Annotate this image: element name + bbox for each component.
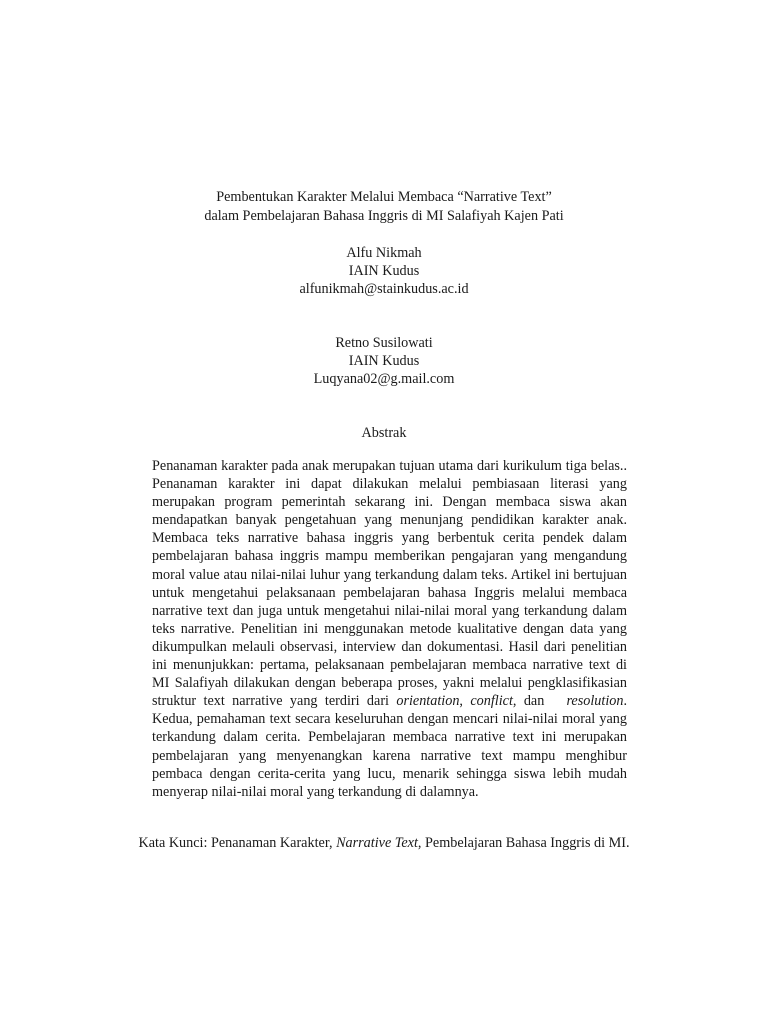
title-line-2: dalam Pembelajaran Bahasa Inggris di MI Salafiyah Kajen Pati [204, 208, 564, 224]
author-block-1 [0, 244, 768, 298]
author-email: alfunikmah@stainkudus.ac.id [299, 281, 469, 297]
abstract-heading: Abstrak [361, 425, 407, 441]
author-affiliation: IAIN Kudus [348, 353, 420, 369]
author-block-2 [0, 334, 768, 388]
author-name: Retno Susilowati [335, 335, 433, 351]
keywords-line [0, 834, 768, 852]
abstract-separator-1: , [459, 693, 471, 710]
abstract-text-part-2: . Kedua, pemahaman text secara keseluruhan dengan mencari nilai-nilai moral yang terkandung dalam cerita. Pembelajaran membaca narrative text ini merupakan pembelajaran yang menyenangkan karena narrative text mampu menghibur pembaca dengan cerita-cerita yang lucu, menarik sehingga siswa lebih mudah menyerap nilai-nilai moral yang terkandung di dalamnya. [152, 693, 627, 800]
abstract-text-part-1: Penanaman karakter pada anak merupakan tujuan utama dari kurikulum tiga belas.. Penanaman karakter ini dapat dilakukan melalui pembiasaan literasi yang merupakan program pemerintah sekarang ini. Dengan membaca siswa akan mendapatkan banyak pengetahuan yang menunjang pendidikan karakter anak. Membaca teks narrative bahasa inggris yang berbentuk cerita pendek dalam pembelajaran bahasa inggris mampu memberikan pengajaran yang mengandung moral value atau nilai-nilai luhur yang terkandung dalam teks. Artikel ini bertujuan untuk mengetahui pelaksanaan pembelajaran bahasa Inggris melalui membaca narrative text dan juga untuk mengetahui nilai-nilai moral yang terkandung dalam teks narrative. Penelitian ini menggunakan metode kualitative dengan data yang dikumpulkan melauli observasi, interview dan dokumentasi. Hasil dari penelitian ini menunjukkan: pertama, pelaksanaan pembelajaran membaca narrative text di MI Salafiyah dilakukan dengan beberapa proses, yakni melalui pengklasifikasian struktur text narrative yang terdiri dari [152, 458, 627, 710]
keyword-narrative-text: Narrative Text [336, 835, 418, 851]
term-orientation: orientation [396, 693, 460, 710]
keywords-prefix: Kata Kunci: Penanaman Karakter, [138, 835, 337, 851]
term-resolution: resolution [566, 693, 624, 710]
title-line-1: Pembentukan Karakter Melalui Membaca “Narrative Text” [216, 189, 552, 205]
paper-title [0, 188, 768, 226]
abstract-separator-2: , dan [512, 693, 567, 710]
term-conflict: conflict [470, 693, 513, 710]
keywords-suffix: , Pembelajaran Bahasa Inggris di MI. [417, 835, 630, 851]
author-email: Luqyana02@g.mail.com [313, 371, 455, 387]
author-affiliation: IAIN Kudus [348, 263, 420, 279]
abstract-body [152, 457, 627, 801]
author-name: Alfu Nikmah [346, 245, 422, 261]
